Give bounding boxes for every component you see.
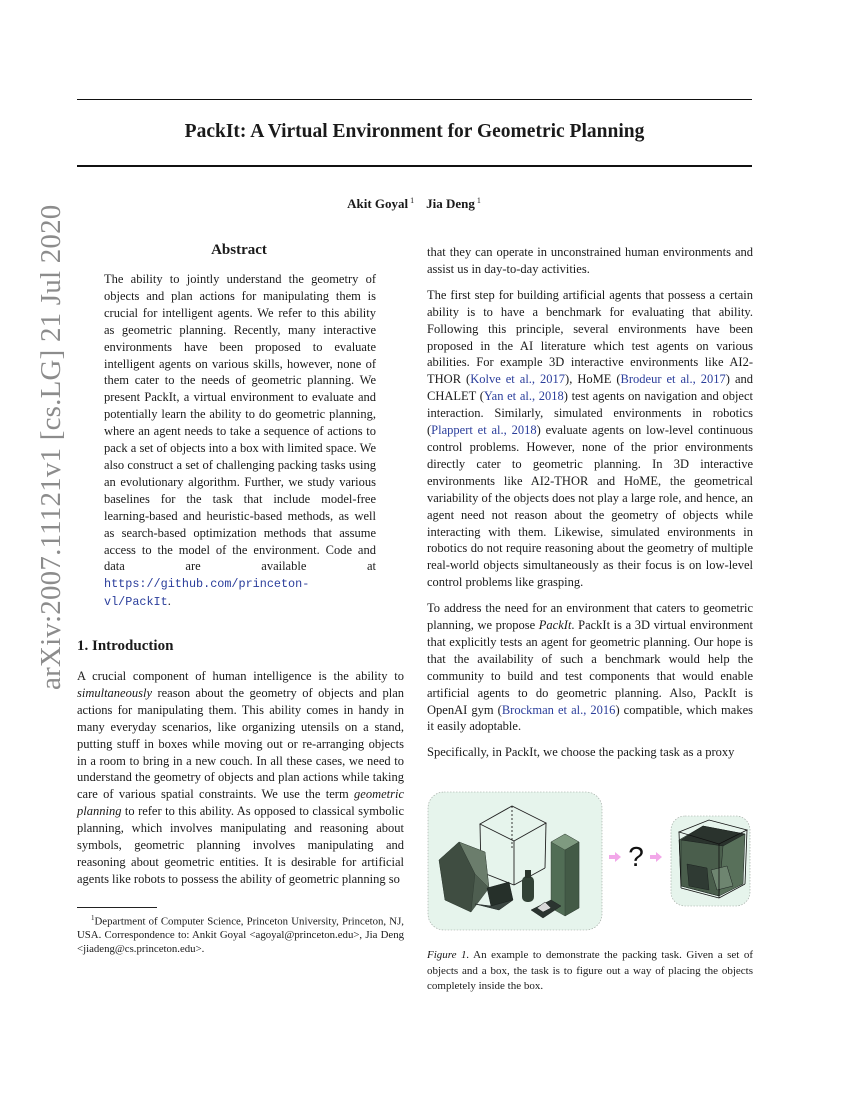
title-bottom-rule xyxy=(77,165,752,167)
paragraph: To address the need for an environment that caters to geometric planning, we propose PackIt. PackIt is a 3D virtual environment that explicitly tests an agent for geometric planning. Our hope is that the availability of such a benchmark would help the community to build and test components that would enable artificial agents to do geometric planning. Also, PackIt is OpenAI gym (Brockman et al., 2016) compatible, which makes it easily adoptable. xyxy=(427,601,753,734)
right-column xyxy=(427,244,753,770)
abstract-text: The ability to jointly understand the geometry of objects and plan actions for manipulating them is crucial for intelligent agents. We refer to this ability as geometric planning. Recently, many interactive environments have been proposed to evaluate intelligent agents on various skills, however, none of them cater to the needs of geometric planning. We present PackIt, a virtual environment to evaluate and potentially learn the ability to do geometric planning, where an agent needs to take a sequence of actions to pack a set of objects into a box with limited space. We also construct a set of challenging packing tasks using an evolutionary algorithm. Further, we study various baselines for the task that include model-free learning-based and heuristic-based methods, as well as search-based optimization methods that assume access to the model of the environment. Code and data are available at xyxy=(104,272,376,574)
citation-link[interactable]: Plappert et al., 2018 xyxy=(431,423,537,438)
author-list xyxy=(0,196,828,212)
footnote-rule xyxy=(77,907,157,908)
figure-label: Figure 1. xyxy=(427,949,470,961)
abstract-body xyxy=(104,271,376,611)
emphasis: simultaneously xyxy=(77,685,152,700)
arxiv-identifier: arXiv:2007.11121v1 [cs.LG] 21 Jul 2020 xyxy=(35,204,67,690)
emphasis: PackIt xyxy=(538,618,572,633)
citation-link[interactable]: Brockman et al., 2016 xyxy=(501,702,616,717)
author-name: Jia Deng xyxy=(426,196,475,211)
abstract-period: . xyxy=(167,594,171,609)
arrow-right-icon xyxy=(650,852,662,862)
arrow-left-icon xyxy=(609,852,621,862)
paragraph: A crucial component of human intelligence is the ability to simultaneously reason about the geometry of objects and plan actions for manipulating them. This ability comes in handy in many everyday scenarios, like organizing utensils on a stand, putting stuff in boxes while moving out or re-arranging objects in a room to bring in a new couch. In all these cases, we need to understand the geometry of objects and plan actions while taking care of various spatial constraints. We use the term geometric planning to refer to this ability. As opposed to classical symbolic planning, which involves manipulating and reasoning about symbols, geometric planning involves manipulating and reasoning about geometric entities. It is desirable for artificial agents like robots to possess the ability of geometric planning so xyxy=(77,669,404,886)
packed-box xyxy=(679,826,745,896)
citation-link[interactable]: Kolve et al., 2017 xyxy=(470,372,566,387)
author-name: Akit Goyal xyxy=(347,196,409,211)
citation-link[interactable]: Yan et al., 2018 xyxy=(483,389,564,404)
emphasis: geometric planning xyxy=(77,787,404,819)
question-mark: ? xyxy=(628,841,644,872)
intro-left-column xyxy=(77,668,404,897)
caption-text: An example to demonstrate the packing task. Given a set of objects and a box, the task is to figure out a way of placing the objects completely inside the box. xyxy=(427,949,753,992)
affiliation-mark: 1 xyxy=(476,196,481,205)
code-link[interactable]: https://github.com/princeton-vl/PackIt xyxy=(104,577,310,610)
top-rule xyxy=(77,99,752,100)
paragraph: that they can operate in unconstrained human environments and assist us in day-to-day activities. xyxy=(427,245,753,276)
section-heading-introduction: 1. Introduction xyxy=(77,638,174,654)
abstract-heading: Abstract xyxy=(211,242,267,258)
footnote-text: Department of Computer Science, Princeton University, Princeton, NJ, USA. Correspondence to: Ankit Goyal <agoyal@princeton.edu>, Jia Deng <jiadeng@cs.princeton.edu>. xyxy=(77,915,404,955)
paragraph: The first step for building artificial agents that possess a certain ability is to have a benchmark for evaluating that ability. Following this principle, several environments have been proposed in the AI literature which test agents on various abilities. For example 3D interactive environments like AI2-THOR (Kolve et al., 2017), HoME (Brodeur et al., 2017) and CHALET (Yan et al., 2018) test agents on navigation and object interaction. Similarly, simulated environments in robotics (Plappert et al., 2018) evaluate agents on low-level continuous control problems. However, none of the prior environments directly cater to geometric planning. In 3D interactive environments like AI2-THOR and HoME, the geometrical variability of the objects does not play a large role, and hence, an agent need not reason about the geometry of objects while interacting with them. Likewise, simulated environments in robotics do not require reasoning about the geometry of multiple real-world objects simultaneously as their focus is on low-level control problems like grasping. xyxy=(427,287,753,590)
affiliation-mark: 1 xyxy=(410,196,415,205)
paragraph: Specifically, in PackIt, we choose the packing task as a proxy xyxy=(427,745,735,760)
paper-title: PackIt: A Virtual Environment for Geometric Planning xyxy=(184,121,645,142)
figure-caption xyxy=(427,948,753,995)
footnote xyxy=(77,912,404,956)
citation-link[interactable]: Brodeur et al., 2017 xyxy=(620,372,726,387)
figure-packing-illustration xyxy=(427,790,753,933)
footnote-mark: 1 xyxy=(91,914,95,922)
